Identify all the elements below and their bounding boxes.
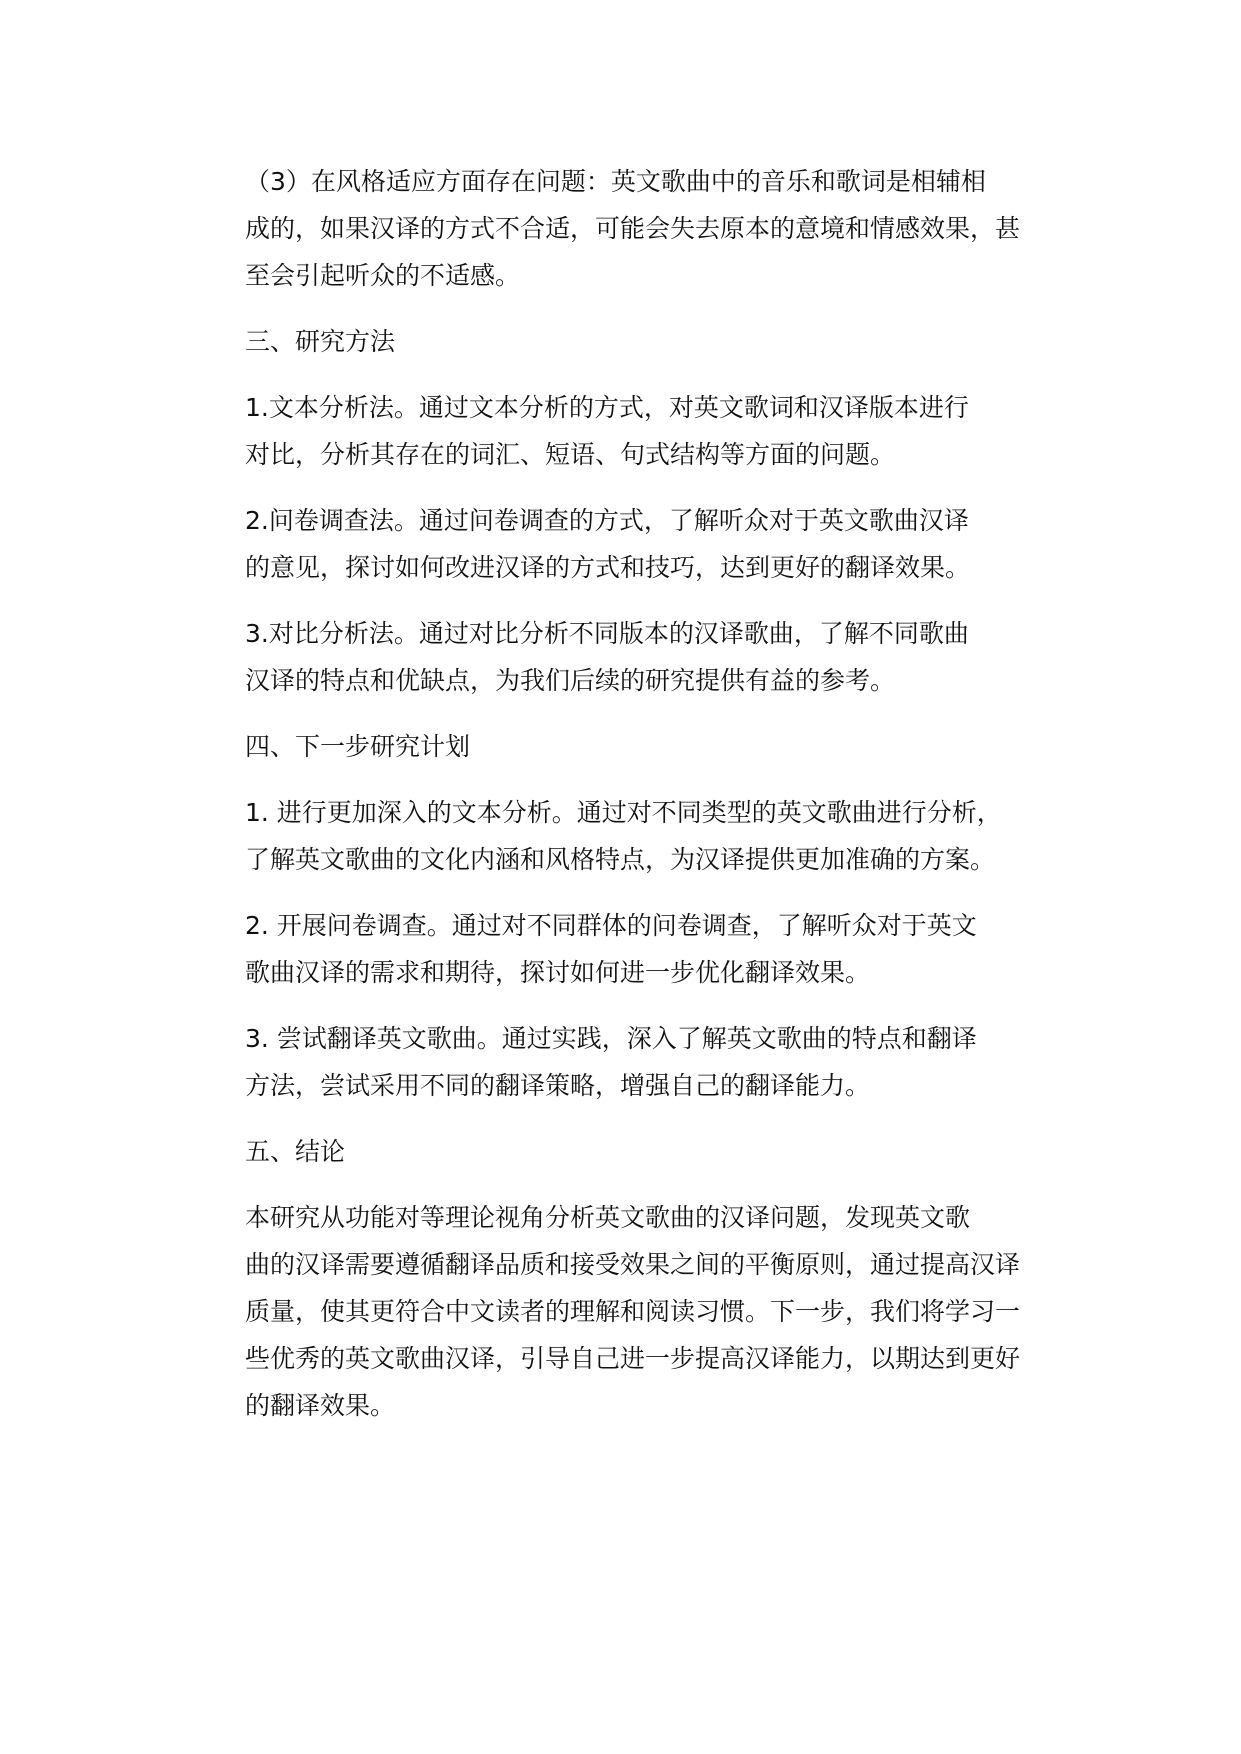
text-line: 2.问卷调查法。通过问卷调查的方式，了解听众对于英文歌曲汉译 (245, 506, 969, 535)
text-line: 的翻译效果。 (245, 1391, 396, 1420)
text-line: 1. 进行更加深入的文本分析。通过对不同类型的英文歌曲进行分析， (245, 798, 1002, 827)
text-line: 3.对比分析法。通过对比分析不同版本的汉译歌曲，了解不同歌曲 (245, 619, 969, 648)
text-line: 汉译的特点和优缺点，为我们后续的研究提供有益的参考。 (245, 666, 896, 695)
section-heading-next-steps: 四、下一步研究计划 (245, 732, 471, 761)
text-line: 些优秀的英文歌曲汉译，引导自己进一步提高汉译能力，以期达到更好 (245, 1344, 1021, 1373)
paragraph-plan-translation (187, 1015, 1095, 1109)
text-line: 本研究从功能对等理论视角分析英文歌曲的汉译问题，发现英文歌 (245, 1203, 971, 1232)
text-line: 曲的汉译需要遵循翻译品质和接受效果之间的平衡原则，通过提高汉译 (245, 1250, 1021, 1279)
text-line: 歌曲汉译的需求和期待，探讨如何进一步优化翻译效果。 (245, 958, 871, 987)
text-line: 的意见，探讨如何改进汉译的方式和技巧，达到更好的翻译效果。 (245, 553, 971, 582)
text-line: 1.文本分析法。通过文本分析的方式，对英文歌词和汉译版本进行 (245, 393, 969, 422)
paragraph-plan-questionnaire (187, 902, 1095, 996)
text-line: 对比，分析其存在的词汇、短语、句式结构等方面的问题。 (245, 440, 896, 469)
paragraph-plan-text-analysis (187, 789, 1095, 883)
paragraph-conclusion (187, 1194, 1095, 1429)
paragraph-questionnaire (187, 497, 1095, 591)
paragraph-style-adaptation (187, 158, 1095, 299)
text-line: （3）在风格适应方面存在问题：英文歌曲中的音乐和歌词是相辅相 (245, 167, 986, 196)
section-heading-conclusion: 五、结论 (245, 1137, 346, 1166)
section-heading-methods: 三、研究方法 (245, 327, 396, 356)
text-line: 了解英文歌曲的文化内涵和风格特点，为汉译提供更加准确的方案。 (245, 845, 996, 874)
document-body (187, 158, 1095, 1448)
text-line: 2. 开展问卷调查。通过对不同群体的问卷调查，了解听众对于英文 (245, 911, 977, 940)
paragraph-text-analysis (187, 384, 1095, 478)
text-line: 至会引起听众的不适感。 (245, 261, 521, 290)
text-line: 3. 尝试翻译英文歌曲。通过实践，深入了解英文歌曲的特点和翻译 (245, 1024, 977, 1053)
text-line: 方法，尝试采用不同的翻译策略，增强自己的翻译能力。 (245, 1071, 871, 1100)
paragraph-comparative-analysis (187, 610, 1095, 704)
text-line: 成的，如果汉译的方式不合适，可能会失去原本的意境和情感效果，甚 (245, 214, 1021, 243)
text-line: 质量，使其更符合中文读者的理解和阅读习惯。下一步，我们将学习一 (245, 1297, 1021, 1326)
